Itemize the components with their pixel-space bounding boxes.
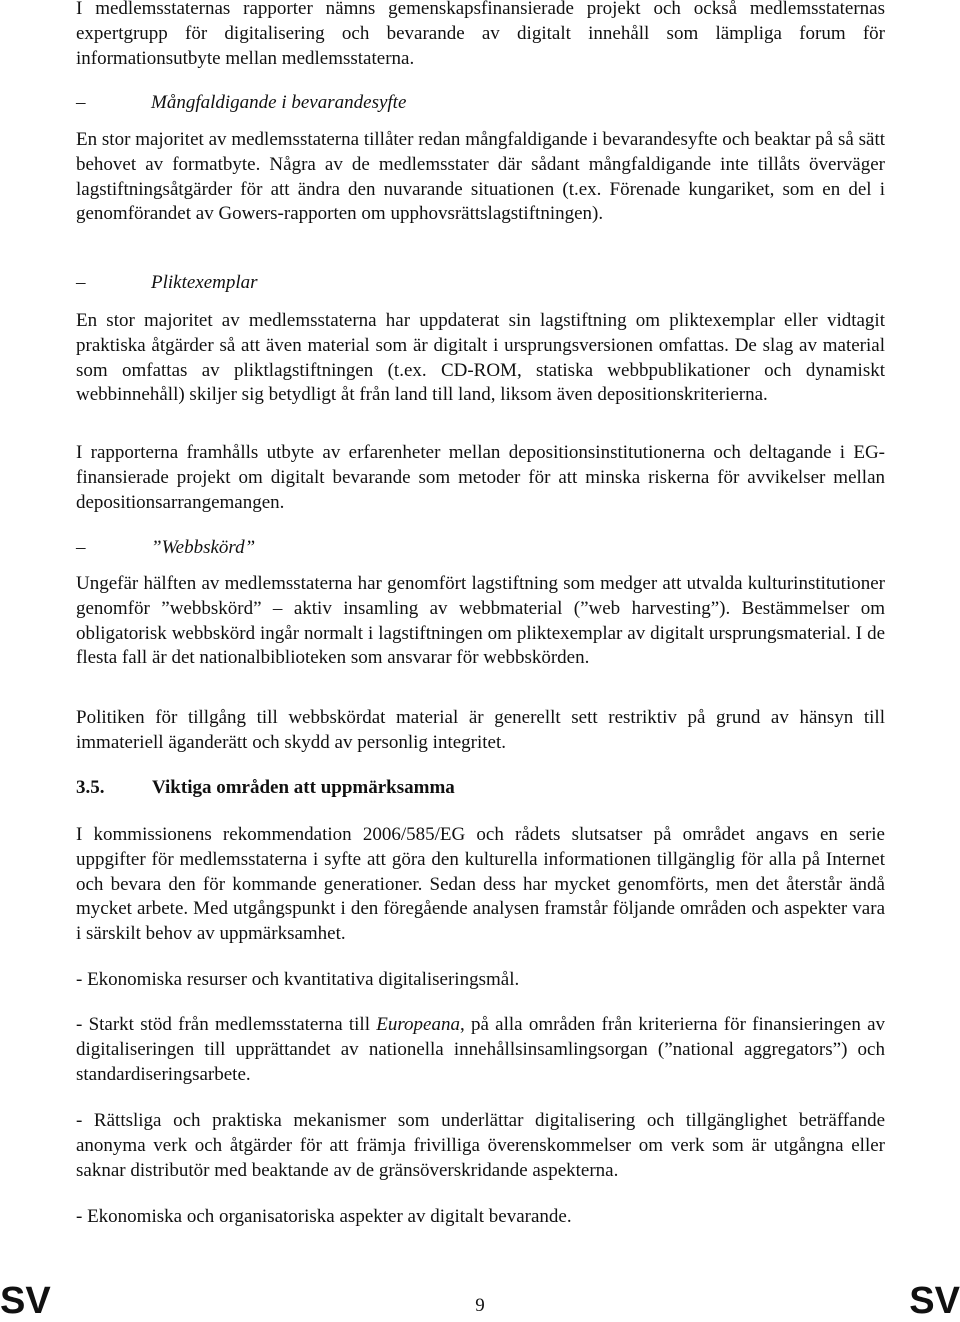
- subheading-mangfaldigande: [76, 91, 885, 116]
- list-item-europeana: [76, 1013, 885, 1087]
- dash-marker: –: [76, 537, 86, 558]
- paragraph-pliktexemplar: En stor majoritet av medlemsstaterna har uppdaterat sin lagstiftning om pliktexemplar eller vidtagit praktiska åtgärder så att även material som är digitalt i ursprungsversionen omfattas. De slag av material som omfattas av pliktlagstiftningen (t.ex. CD-ROM, statiska webbpublikationer och dynamiskt webbinnehåll) skiljer sig betydligt åt från land till land, liksom även depositionskriterierna.: [76, 310, 885, 406]
- page-number: 9: [475, 1295, 485, 1316]
- language-code-left: SV: [0, 1280, 51, 1322]
- subheading-text: Mångfaldigande i bevarandesyfte: [151, 92, 407, 113]
- list-item-resurser: - Ekonomiska resurser och kvantitativa digitaliseringsmål.: [76, 969, 520, 990]
- paragraph-intro: I medlemsstaternas rapporter nämns gemenskapsfinansierade projekt och också medlemsstaternas expertgrupp för digitalisering och bevarande av digitalt innehåll som lämpliga forum för informationsutbyte mellan medlemsstaterna.: [76, 0, 885, 69]
- page-footer: [0, 1282, 960, 1320]
- paragraph-politiken: Politiken för tillgång till webbskördat material är generellt sett restriktiv på grund av hänsyn till immateriell äganderätt och skydd av personlig integritet.: [76, 707, 885, 753]
- language-code-right: SV: [909, 1280, 960, 1322]
- section-heading: [76, 776, 885, 801]
- subheading-pliktexemplar: [76, 271, 885, 296]
- section-title: Viktiga områden att uppmärksamma: [152, 777, 455, 798]
- list-item-text: - Starkt stöd från medlemsstaterna till: [76, 1014, 377, 1035]
- paragraph-webbskord: Ungefär hälften av medlemsstaterna har genomfört lagstiftning som medger att utvalda kulturinstitutioner genomför ”webbskörd” – aktiv insamling av webbmaterial (”web harvesting”). Bestämmelser om obligatorisk webbskörd ingår normalt i lagstiftningen om pliktexemplar av digitalt ursprungsmaterial. I de flesta fall är det nationalbiblioteken som ansvarar för webbskörden.: [76, 573, 885, 669]
- subheading-text: ”Webbskörd”: [151, 537, 256, 558]
- dash-marker: –: [76, 272, 86, 293]
- europeana-term: Europeana: [376, 1014, 460, 1035]
- paragraph-mangfaldigande: En stor majoritet av medlemsstaterna tillåter redan mångfaldigande i bevarandesyfte och beaktar på så sätt behovet av formatbyte. Några av de medlemsstater där sådant mångfaldigande inte tillåts överväger lagstiftningsåtgärder för att ändra den nuvarande situationen (t.ex. Förenade kungariket, som en del i genomförandet av Gowers-rapporten om upphovsrättslagstiftningen).: [76, 129, 885, 225]
- section-number: 3.5.: [76, 777, 105, 798]
- list-item-rattsliga: - Rättsliga och praktiska mekanismer som underlättar digitalisering och tillgänglighet beträffande anonyma verk och åtgärder för att främja frivilliga överenskommelser om verk som är utgångna eller saknar distributör med beaktande av de gränsöverskridande aspekterna.: [76, 1110, 885, 1181]
- list-item-text: , på alla områden från kriterierna för finansieringen av digitaliseringen till upprättandet av nationella innehållsinsamlingsorgan (”national aggregators”) och standardiseringsarbete.: [76, 1014, 886, 1085]
- list-item-bevarande: - Ekonomiska och organisatoriska aspekter av digitalt bevarande.: [76, 1206, 572, 1227]
- subheading-webbskord: [76, 536, 885, 561]
- subheading-text: Pliktexemplar: [151, 272, 258, 293]
- dash-marker: –: [76, 92, 86, 113]
- paragraph-erfarenheter: I rapporterna framhålls utbyte av erfarenheter mellan depositionsinstitutionerna och deltagande i EG-finansierade projekt om digitalt bevarande som metoder för att minska riskerna för avvikelser mellan depositionsarrangemangen.: [76, 442, 885, 513]
- paragraph-rekommendation: I kommissionens rekommendation 2006/585/EG och rådets slutsatser på området angavs en serie uppgifter för medlemsstaterna i syfte att göra den kulturella informationen tillgänglig för alla på Internet och bevara den för kommande generationer. Sedan dess har mycket genomförts, men det återstår ändå mycket arbete. Med utgångspunkt i den föregående analysen framstår följande områden och aspekter vara i särskilt behov av uppmärksamhet.: [76, 824, 885, 945]
